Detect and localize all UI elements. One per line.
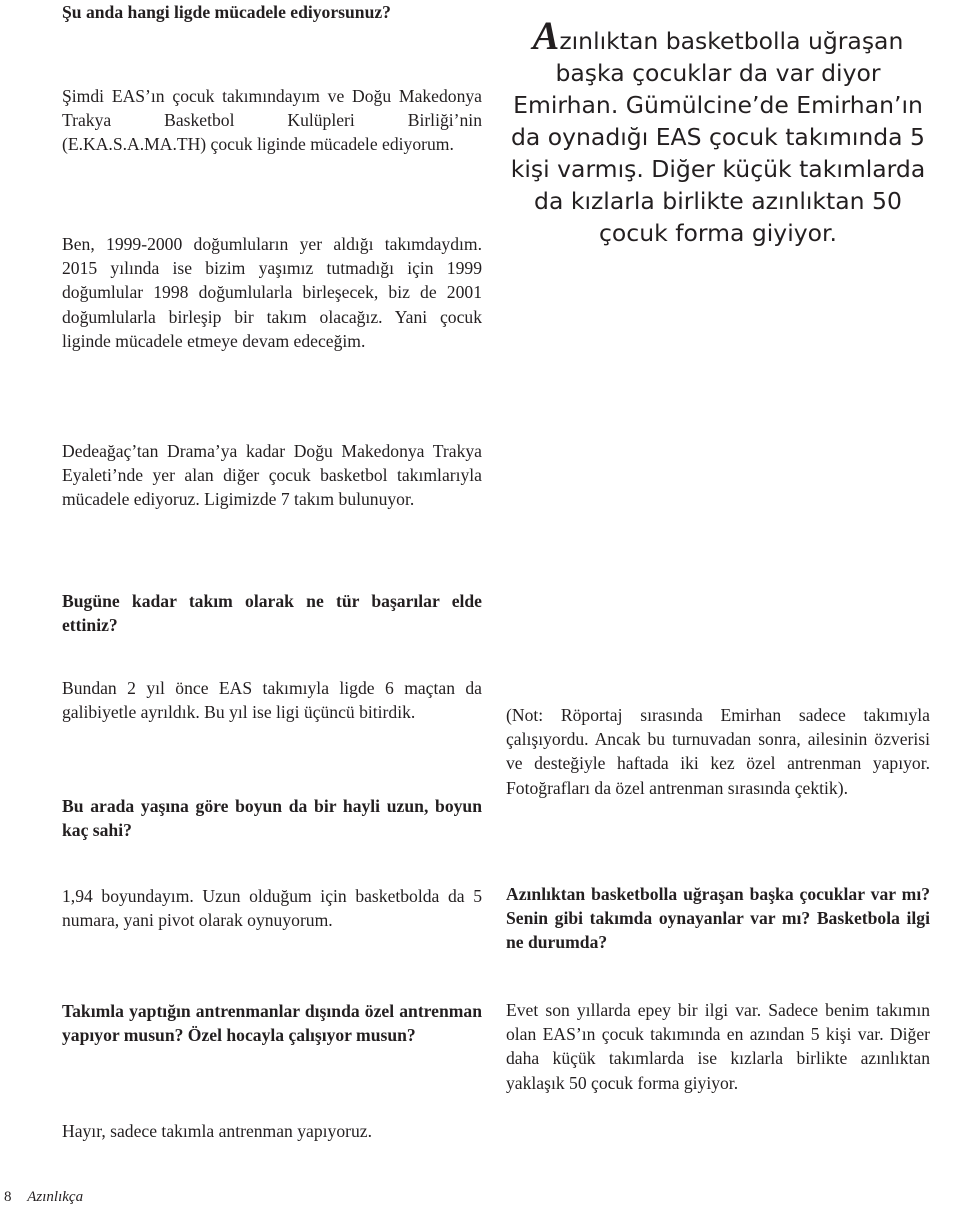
page-number: 8 <box>4 1189 12 1205</box>
pull-quote-text: zınlıktan basketbolla uğraşan başka çocuklar da var diyor Emirhan. Gümülcine’de Emirhan’ın da oynadığı EAS çocuk takımında 5 kişi varmış. Diğer küçük takımlarda da kızlarla birlikte azınlıktan 50 çocuk forma giyiyor. <box>510 27 926 247</box>
answer-private-training: Hayır, sadece takımla antrenman yapıyoruz. <box>62 1121 372 1141</box>
answer-achievements: Bundan 2 yıl önce EAS takımıyla ligde 6 maçtan da galibiyetle ayrıldık. Bu yıl ise ligi üçüncü bitirdik. <box>62 678 482 723</box>
answer-current-team: Şimdi EAS’ın çocuk takımındayım ve Doğu Makedonya Trakya Basketbol Kulüpleri Birliği’nin (E.KA.S.A.MA.TH) çocuk liginde mücadele ediyorum. <box>62 86 482 155</box>
question-height: Bu arada yaşına göre boyun da bir hayli uzun, boyun kaç sahi? <box>62 796 482 841</box>
question-minority-kids: Azınlıktan basketbolla uğraşan başka çocuklar var mı? Senin gibi takımda oynayanlar var mı? Basketbola ilgi ne durumda? <box>506 884 930 953</box>
page-footer <box>4 1187 83 1207</box>
answer-minority-kids: Evet son yıllarda epey bir ilgi var. Sadece benim takımın olan EAS’ın çocuk takımında en azından 5 kişi var. Diğer daha küçük takımlarda ise kızlarla birlikte azınlıktan yaklaşık 50 çocuk forma giyiyor. <box>506 1000 930 1093</box>
question-current-league: Şu anda hangi ligde mücadele ediyorsunuz? <box>62 2 391 22</box>
answer-height: 1,94 boyundayım. Uzun olduğum için basketbolda da 5 numara, yani pivot olarak oynuyorum. <box>62 886 482 931</box>
pull-quote <box>506 13 930 249</box>
question-achievements: Bugüne kadar takım olarak ne tür başarılar elde ettiniz? <box>62 591 482 636</box>
answer-league-teams: Dedeağaç’tan Drama’ya kadar Doğu Makedonya Trakya Eyaleti’nde yer alan diğer çocuk basketbol takımlarıyla mücadele ediyoruz. Ligimizde 7 takım bulunuyor. <box>62 441 482 510</box>
editor-note: (Not: Röportaj sırasında Emirhan sadece takımıyla çalışıyordu. Ancak bu turnuvadan sonra, ailesinin özverisi ve desteğiyle haftada iki kez özel antrenman yapıyor. Fotoğrafları da özel antrenman sırasında çektik). <box>506 705 930 798</box>
pull-quote-dropcap: A <box>532 13 560 58</box>
magazine-name: Azınlıkça <box>27 1189 84 1205</box>
answer-age-groups: Ben, 1999-2000 doğumluların yer aldığı takımdaydım. 2015 yılında ise bizim yaşımız tutmadığı için 1999 doğumlular 1998 doğumlularla birleşecek, biz de 2001 doğumlularla birleşip bir takım olacağız. Yani çocuk liginde mücadele etmeye devam edeceğim. <box>62 234 482 351</box>
question-private-training: Takımla yaptığın antrenmanlar dışında özel antrenman yapıyor musun? Özel hocayla çalışıyor musun? <box>62 1001 482 1046</box>
